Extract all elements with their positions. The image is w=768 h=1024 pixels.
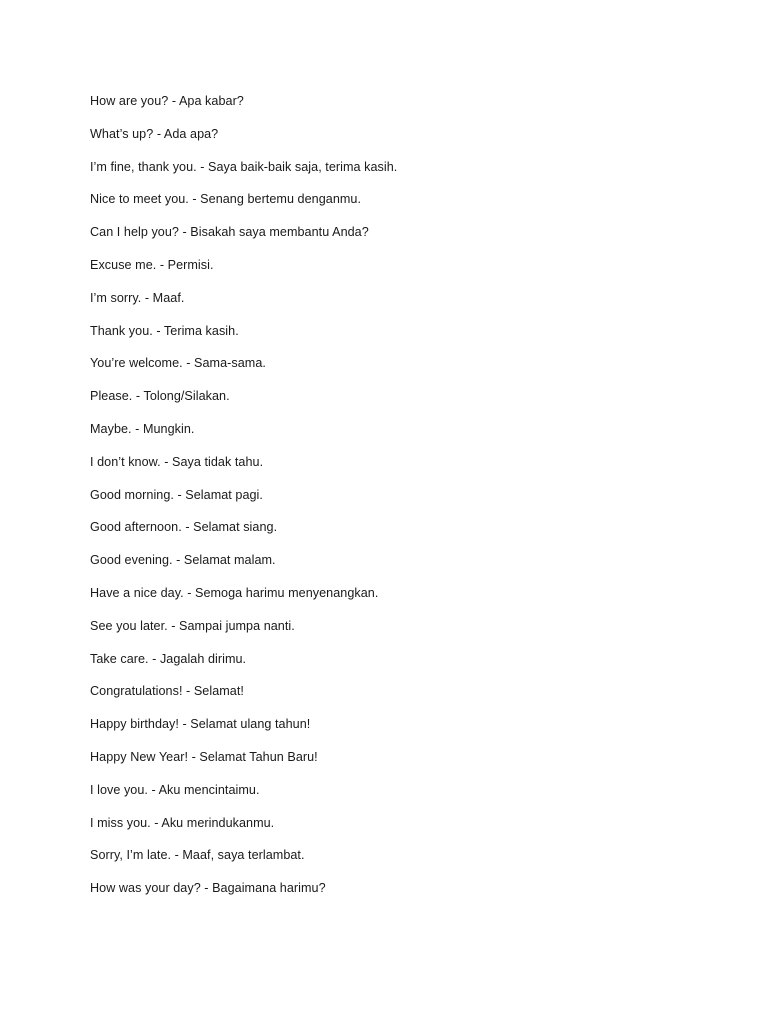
phrase-list [90,92,397,912]
phrase-line: I’m sorry. - Maaf. [90,290,185,305]
phrase-line: Can I help you? - Bisakah saya membantu Anda? [90,225,369,240]
phrase-line: Good afternoon. - Selamat siang. [90,520,278,535]
phrase-line: Maybe. - Mungkin. [90,421,195,436]
phrase-line: Nice to meet you. - Senang bertemu denganmu. [90,192,362,207]
phrase-line: You’re welcome. - Sama-sama. [90,356,266,371]
phrase-line: Take care. - Jagalah dirimu. [90,651,247,666]
phrase-line: Happy birthday! - Selamat ulang tahun! [90,717,311,732]
phrase-line: Happy New Year! - Selamat Tahun Baru! [90,749,318,764]
phrase-line: How was your day? - Bagaimana harimu? [90,881,326,896]
phrase-line: How are you? - Apa kabar? [90,94,244,108]
phrase-line: Please. - Tolong/Silakan. [90,389,230,404]
phrase-line: Excuse me. - Permisi. [90,257,214,272]
phrase-line: Congratulations! - Selamat! [90,684,244,699]
phrase-line: I love you. - Aku mencintaimu. [90,782,260,797]
phrase-line: See you later. - Sampai jumpa nanti. [90,618,295,633]
phrase-line: I don’t know. - Saya tidak tahu. [90,454,264,469]
phrase-line: Good morning. - Selamat pagi. [90,487,263,502]
phrase-line: Good evening. - Selamat malam. [90,553,276,568]
phrase-line: Thank you. - Terima kasih. [90,323,239,338]
phrase-line: I miss you. - Aku merindukanmu. [90,815,275,830]
phrase-line: Sorry, I’m late. - Maaf, saya terlambat. [90,848,305,863]
phrase-line: Have a nice day. - Semoga harimu menyenangkan. [90,585,379,600]
phrase-line: I’m fine, thank you. - Saya baik-baik saja, terima kasih. [90,159,398,174]
phrase-line: What’s up? - Ada apa? [90,126,219,141]
